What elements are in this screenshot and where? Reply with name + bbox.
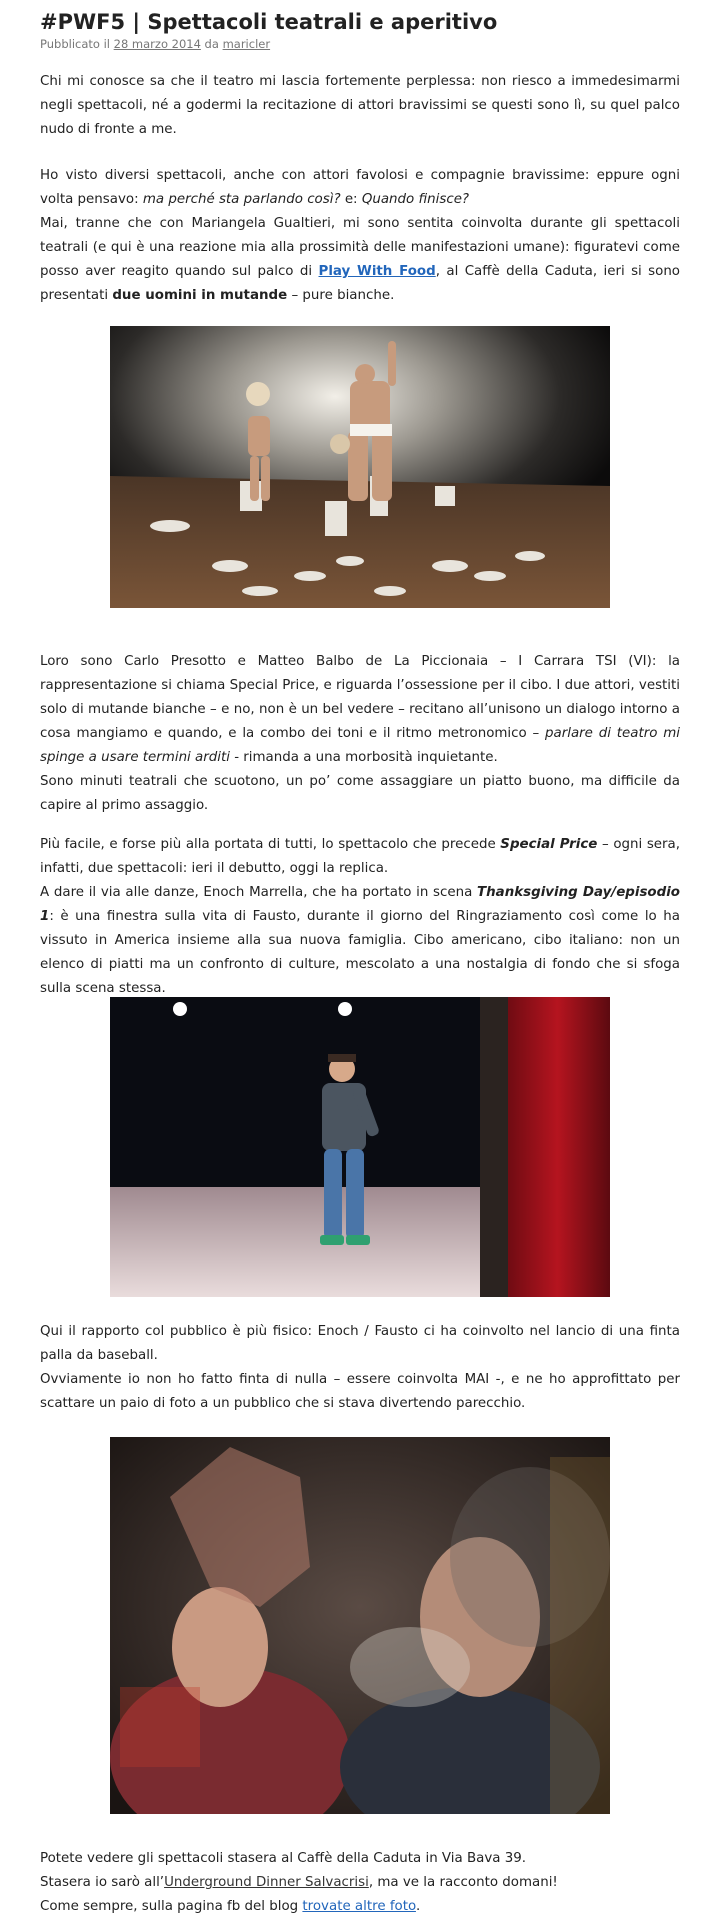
underground-dinner-link[interactable]: Underground Dinner Salvacrisi [164,1875,369,1890]
text-span: Ovviamente io non ho fatto finta di nulla – essere coinvolta MAI -, e ne ho approfittato per scattare un paio di foto a un pubblico che si stava divertendo parecchio. [40,1372,680,1411]
bold-text: due uomini in mutande [112,288,288,303]
text-span: : è una finestra sulla vita di Fausto, durante il giorno del Ringraziamento così come lo ha vissuto in America insieme alla sua nuova famiglia. Cibo americano, cibo italiano: non un elenco di piatti ma un confronto di culture, mescolato a una nostalgia di fondo che si sfoga sulla scena stessa. [40,909,680,996]
paragraph-text [40,1320,680,1416]
text-span: Loro sono Carlo Presotto e Matteo Balbo de La Piccionaia – I Carrara TSI (VI): la rappresentazione si chiama Special Price, e riguarda l’ossessione per il cibo. I due attori, vestiti solo di mutande bianche – e no, non è un bel vedere – recitano all’unisono un dialogo intorno a cosa mangiamo e quando, e la combo dei toni e il ritmo metronomico – [40,654,680,741]
text-span: Come sempre, sulla pagina fb del blog [40,1899,303,1914]
paragraph-audience [40,1320,680,1416]
paragraph-text [40,164,680,308]
bold-italic-text: Thanksgiving Day/episodio 1 [40,885,681,924]
text-span: Potete vedere gli spettacoli stasera al Caffè della Caduta in Via Bava 39. [40,1851,527,1866]
paragraph-text: Chi mi conosce sa che il teatro mi lascia fortemente perplessa: non riesco a immedesimarmi negli spettacoli, né a godermi la recitazione di attori bravissimi se questi sono lì, su quel palco nudo di fronte a me. [40,74,680,137]
photo-audience-blur [110,1437,610,1814]
post-title: #PWF5 | Spettacoli teatrali e aperitivo [40,10,498,34]
text-span: , al Caffè della Caduta, ieri si sono presentati [40,264,681,303]
text-span: , ma ve la racconto domani! [368,1875,558,1890]
paragraph-text [40,833,680,1001]
photo-audience[interactable] [110,1437,610,1814]
text-span: Ho visto diversi spettacoli, anche con attori favolosi e compagnie bravissime: eppure ogni volta pensavo: [40,168,680,207]
meta-prefix: Pubblicato il [40,37,114,51]
text-span: Qui il rapporto col pubblico è più fisico: Enoch / Fausto ci ha coinvolto nel lancio di una finta palla da baseball. [40,1324,680,1363]
paragraph-thanksgiving [40,833,680,1001]
blog-post [40,0,681,1914]
play-with-food-link[interactable]: Play With Food [318,264,436,279]
meta-by: da [200,37,223,51]
italic-text: ma perché sta parlando così? [142,192,341,207]
paragraph-text [40,1847,680,1919]
photo-stage-actor [110,997,610,1297]
text-span: – ogni sera, infatti, due spettacoli: ieri il debutto, oggi la replica. [40,837,681,876]
text-span: – pure bianche. [287,288,395,303]
text-span: Più facile, e forse più alla portata di tutti, lo spettacolo che precede [40,837,501,852]
text-span: Sono minuti teatrali che scuotono, un po’ come assaggiare un piatto buono, ma difficile da capire al primo assaggio. [40,774,680,813]
text-span: - rimanda a una morbosità inquietante. [229,750,498,765]
post-date-link[interactable]: 28 marzo 2014 [113,37,201,51]
bold-italic-text: Special Price [500,837,598,852]
italic-text: Quando finisce? [361,192,470,207]
italic-text: parlare di teatro mi spinge a usare termini arditi [40,726,680,765]
photo-thanksgiving[interactable] [110,997,610,1297]
paragraph-intro [40,70,680,142]
author-link[interactable]: maricler [222,37,271,51]
photo-stage-plates [110,326,610,608]
more-photos-link[interactable]: trovate altre foto [302,1899,416,1914]
paragraph-special-price [40,650,680,818]
text-span: . [415,1899,421,1914]
post-meta [40,36,680,52]
text-span: Stasera io sarò all’ [40,1875,165,1890]
text-span: Mai, tranne che con Mariangela Gualtieri, mi sono sentita coinvolta durante gli spettacoli teatrali (e qui è una reazione mia alla prossimità delle manifestazioni umane): figuratevi come posso aver reagito quando sul palco di [40,216,680,279]
paragraph-footer [40,1847,680,1919]
paragraph-theatre [40,164,680,308]
text-span: A dare il via alle danze, Enoch Marrella, che ha portato in scena [40,885,478,900]
paragraph-text [40,650,680,818]
text-span: e: [340,192,362,207]
photo-special-price[interactable] [110,326,610,608]
